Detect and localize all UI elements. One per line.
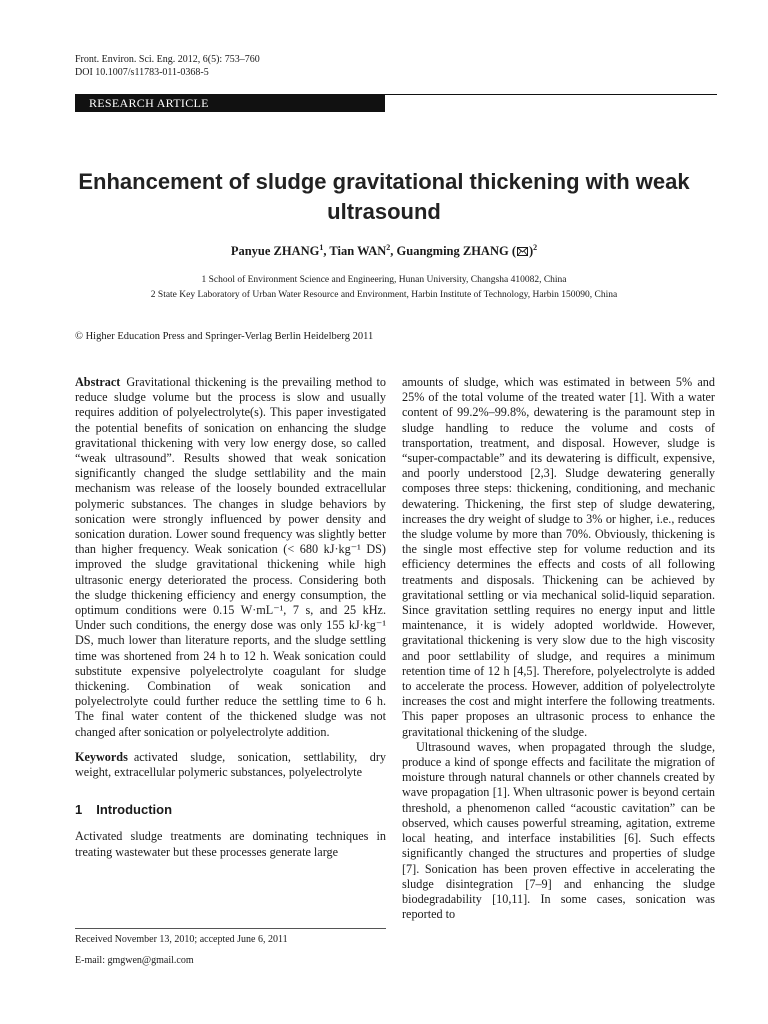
right-column xyxy=(402,375,715,922)
keywords xyxy=(75,750,386,780)
footnote-rule xyxy=(75,928,386,929)
affiliation-2: 2 State Key Laboratory of Urban Water Resource and Environment, Harbin Institute of Technology, Harbin 150090, China xyxy=(150,290,618,300)
envelope-icon xyxy=(517,247,528,256)
keywords-text: activated sludge, sonication, settlability, dry weight, extracellular polymeric substances, polyelectrolyte xyxy=(75,749,386,780)
journal-doi: DOI 10.1007/s11783-011-0368-5 xyxy=(75,66,209,78)
affiliation-1: 1 School of Environment Science and Engineering, Hunan University, Changsha 410082, China xyxy=(201,275,567,285)
received-date: Received November 13, 2010; accepted June 6, 2011 xyxy=(75,934,288,945)
paper-title: Enhancement of sludge gravitational thickening with weak ultrasound xyxy=(78,168,690,224)
introduction-paragraph-2: Ultrasound waves, when propagated through the sludge, produce a kind of sponge effects and facilitate the migration of moisture through natural channels or other channels created by wave propagation [1]. When ultrasonic power is beyond certain threshold, a phenomenon called “acoustic cavitation” can be observed, which causes powerful streaming, agitation, extreme local heating, and interface instabilities [6]. Such effects significantly changed the structures and properties of sludge [7]. Sonication has been proven effective in accelerating the sludge disintegration [7–9] and enhancing the sludge biodegradability [10,11]. In some cases, sonication was reported to xyxy=(402,739,715,922)
author-affiliation-mark: 2 xyxy=(386,243,391,252)
author-affiliation-mark: 1 xyxy=(319,243,324,252)
journal-info xyxy=(75,54,260,79)
section-heading-introduction xyxy=(75,802,386,817)
contact-email: E-mail: gmgwen@gmail.com xyxy=(75,955,194,966)
affiliations xyxy=(40,273,728,303)
header-rule xyxy=(385,94,717,95)
left-column xyxy=(75,375,386,860)
introduction-text-left: Activated sludge treatments are dominating techniques in treating wastewater but these processes generate large xyxy=(75,829,386,859)
abstract xyxy=(75,375,386,740)
author-affiliation-mark: 2 xyxy=(533,243,538,252)
copyright-notice: © Higher Education Press and Springer-Verlag Berlin Heidelberg 2011 xyxy=(75,331,374,342)
author-name: Guangming ZHANG ( xyxy=(396,244,516,259)
abstract-text: Gravitational thickening is the prevailing method to reduce sludge volume but the process is slow and usually requires addition of polyelectrolyte(s). This paper investigated the potential benefits of sonication on enhancing the sludge gravitational thickening with very low energy dose, so called “weak ultrasound”. Results showed that weak sonication significantly changed the sludge settlability and the main mechanism was release of the loosely bounded extracellular polymeric substances. The changes in sludge behaviors by sonication were strongly influenced by power density and sonication duration. Lower sound frequency was slightly better than higher frequency. Weak sonication (< 680 kJ·kg⁻¹ DS) improved the sludge gravitational thickening while high ultrasonic energy deteriorated the process. Considering both the sludge thickening efficiency and energy consumption, the optimum conditions were 0.15 W·mL⁻¹, 7 s, and 25 kHz. Under such conditions, the energy dose was only 155 kJ·kg⁻¹ DS, much lower than literature reports, and the sludge settling time was shortened from 24 h to 12 h. Weak sonication could substitute expensive polyelectrolyte coagulant for sludge thickening. Combination of weak sonication and polyelectrolyte could further reduce the settling time to 6 h. The final water content of the thickened sludge was not changed after sonication or polyelectrolyte addition. xyxy=(75,375,386,739)
abstract-label: Abstract xyxy=(75,375,121,389)
section-number: 1 xyxy=(75,802,83,818)
journal-citation: Front. Environ. Sci. Eng. 2012, 6(5): 753–760 xyxy=(75,54,260,65)
author-name: Tian WAN xyxy=(329,244,387,259)
introduction-paragraph-1: amounts of sludge, which was estimated in between 5% and 25% of the total volume of the treated water [1]. With a water content of 99.2%–99.8%, dewatering is the paramount step in sludge handling to reduce the volume and costs of transportation, treatment, and disposal. However, sludge is “super-compactable” and its dewatering is difficult, expensive, and poorly understood [2,3]. Sludge dewatering generally composes three steps: thickening, conditioning, and mechanic dewatering. Thickening, the first step of sludge dewatering, increases the dry weight of sludge to 3% or higher, i.e., reduces the sludge volume by more than 70%. Obviously, thickening is the single most effective step for volume reduction and its efficiency determines the effects and costs of all following treatments and disposals. Thickening can be achieved by gravitational settling or via mechanical solid-liquid separation. Since gravitation settling requires no energy input and little maintenance, it is widely adopted worldwide. However, gravitational thickening is very slow due to the high viscosity and poor settlability of sludge, and requires a minimum retention time of 12 h [4,5]. Therefore, polyelectrolyte is added to accelerate the process. However, addition of polyelectrolyte increases the cost and might interfere the following treatments. This paper proposes an ultrasonic process to enhance the gravitational thickening of the sludge. xyxy=(402,375,715,739)
author-list: Panyue ZHANG$^1$, Tian WAN$^2$, Guangming ZHANG ( )$^2$ xyxy=(230,243,538,259)
article-type-banner: RESEARCH ARTICLE xyxy=(75,94,385,112)
keywords-label: Keywords xyxy=(75,749,128,764)
author-name-close: ) xyxy=(529,244,534,259)
author-name: Panyue ZHANG xyxy=(230,244,320,259)
section-title: Introduction xyxy=(96,802,173,818)
